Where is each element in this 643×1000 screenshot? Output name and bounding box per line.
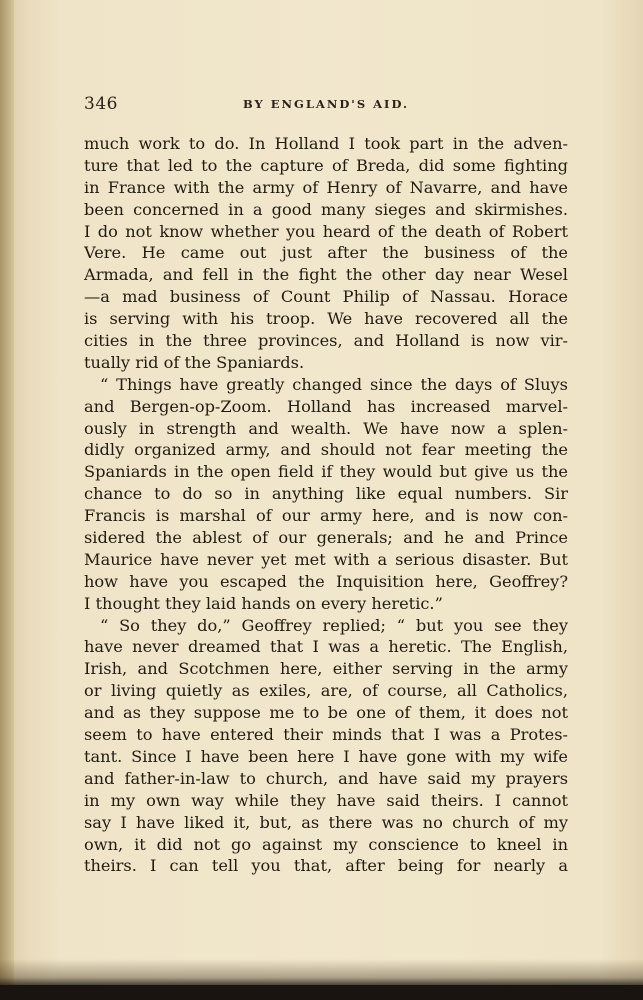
text-line: theirs. I can tell you that, after being for nearly a bbox=[84, 856, 568, 876]
text-line: “ Things have greatly changed since the days of Sluys bbox=[100, 374, 568, 394]
text-line: Vere. He came out just after the business of the bbox=[84, 243, 568, 263]
text-line: —a mad business of Count Philip of Nassau. Horace bbox=[84, 287, 568, 307]
text-line: say I have liked it, but, as there was no church of my bbox=[84, 812, 568, 832]
text-line: didly organized army, and should not fear meeting the bbox=[84, 440, 568, 460]
running-head bbox=[84, 94, 568, 116]
text-line: much work to do. In Holland I took part in the adven- bbox=[84, 134, 568, 153]
text-line: tually rid of the Spaniards. bbox=[84, 352, 305, 372]
text-line: how have you escaped the Inquisition here, Geoffrey? bbox=[84, 571, 568, 591]
text-line: own, it did not go against my conscience to kneel in bbox=[84, 834, 568, 854]
running-title: BY ENGLAND'S AID. bbox=[242, 97, 410, 111]
text-line: or living quietly as exiles, are, of course, all Catholics, bbox=[84, 681, 568, 701]
text-line: Irish, and Scotchmen here, either serving in the army bbox=[84, 659, 568, 679]
text-line: is serving with his troop. We have recovered all the bbox=[84, 309, 568, 329]
text-line: in France with the army of Henry of Navarre, and have bbox=[84, 177, 568, 197]
text-line: Francis is marshal of our army here, and is now con- bbox=[84, 506, 568, 526]
page-number: 346 bbox=[84, 94, 118, 114]
text-line: and as they suppose me to be one of them, it does not bbox=[84, 703, 568, 723]
body-text bbox=[84, 133, 568, 877]
text-line: and father-in-law to church, and have said my prayers bbox=[84, 768, 568, 788]
text-line: I do not know whether you heard of the death of Robert bbox=[84, 221, 568, 241]
text-line: Spaniards in the open field if they would but give us the bbox=[84, 462, 568, 482]
text-line: I thought they laid hands on every heretic.” bbox=[84, 593, 443, 613]
text-line: in my own way while they have said theirs. I cannot bbox=[84, 790, 568, 810]
text-line: tant. Since I have been here I have gone with my wife bbox=[84, 746, 568, 766]
text-line: cities in the three provinces, and Holland is now vir- bbox=[84, 331, 568, 351]
text-line: ture that led to the capture of Breda, did some fighting bbox=[84, 155, 568, 175]
text-line: chance to do so in anything like equal numbers. Sir bbox=[84, 484, 568, 504]
text-line: Armada, and fell in the fight the other day near Wesel bbox=[84, 265, 568, 285]
text-line: Maurice have never yet met with a serious disaster. But bbox=[84, 549, 568, 569]
text-line: sidered the ablest of our generals; and he and Prince bbox=[84, 528, 568, 548]
text-line: seem to have entered their minds that I was a Protes- bbox=[84, 725, 568, 745]
page-bottom-shadow bbox=[0, 959, 643, 985]
page-gutter bbox=[0, 0, 14, 985]
text-line: ously in strength and wealth. We have now a splen- bbox=[84, 418, 568, 438]
text-line: and Bergen-op-Zoom. Holland has increased marvel- bbox=[84, 396, 568, 416]
text-line: been concerned in a good many sieges and skirmishes. bbox=[84, 199, 568, 219]
text-line: “ So they do,” Geoffrey replied; “ but you see they bbox=[100, 615, 568, 635]
text-line: have never dreamed that I was a heretic. The English, bbox=[84, 637, 568, 657]
